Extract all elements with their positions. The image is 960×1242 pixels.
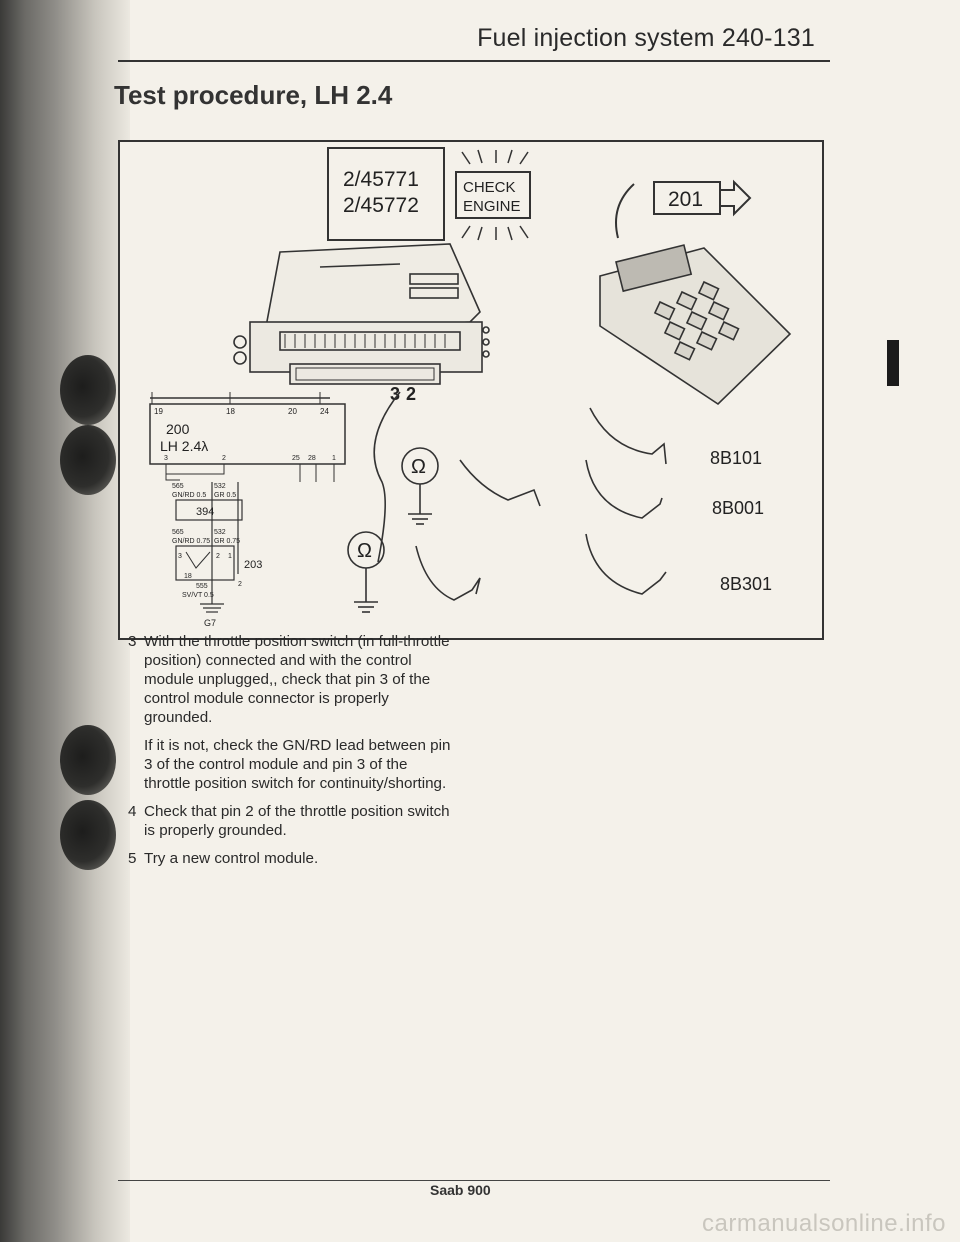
section-title: Test procedure, LH 2.4 bbox=[114, 80, 393, 110]
page-header: Fuel injection system 240-131 bbox=[477, 24, 815, 52]
page-footer: Saab 900 bbox=[430, 1182, 491, 1198]
throttle-pin-2b: 2 bbox=[238, 581, 242, 588]
step-paragraph: If it is not, check the GN/RD lead between pin 3 of the control module and pin 3 of the throttle position switch for continuity/shorting. bbox=[144, 737, 451, 792]
ecu-pin-3: 3 bbox=[164, 455, 168, 462]
section-tab-marker bbox=[887, 340, 899, 386]
step-paragraph: With the throttle position switch (in full-throttle position) connected and with the control module unplugged,, check that pin 3 of the control module connector is properly grounded. bbox=[144, 633, 450, 726]
ecu-pin-24: 24 bbox=[320, 407, 329, 416]
header-rule bbox=[118, 60, 830, 62]
connector-pin-3: 3 bbox=[390, 384, 401, 404]
part-number-box bbox=[328, 148, 444, 240]
step-paragraph: Try a new control module. bbox=[144, 850, 319, 867]
part-number-2: 2/45772 bbox=[343, 194, 419, 217]
step-number: 3 bbox=[128, 633, 137, 650]
wire-555: 555 bbox=[196, 583, 208, 590]
wire-565-a: 565 bbox=[172, 483, 184, 490]
step-number: 4 bbox=[128, 803, 137, 820]
wiring-diagram-figure bbox=[118, 140, 824, 640]
tester-code: 201 bbox=[668, 188, 704, 211]
wire-gr-05: GR 0.5 bbox=[214, 492, 237, 499]
wire-gnrd-05: GN/RD 0.5 bbox=[172, 492, 207, 499]
binder-edge bbox=[0, 0, 130, 1242]
step-3 bbox=[128, 632, 458, 793]
fault-code-1: 8B101 bbox=[710, 448, 763, 468]
ohm-symbol-upper: Ω bbox=[411, 456, 426, 478]
wire-532-b: 532 bbox=[214, 529, 226, 536]
fault-code-2: 8B001 bbox=[712, 498, 765, 518]
component-g7: G7 bbox=[204, 618, 217, 628]
throttle-switch-symbol bbox=[176, 546, 242, 588]
step-number: 5 bbox=[128, 850, 137, 867]
check-engine-line-2: ENGINE bbox=[463, 198, 521, 215]
throttle-pin-2: 2 bbox=[216, 553, 220, 560]
footer-rule bbox=[118, 1180, 830, 1181]
ecu-pin-28: 28 bbox=[308, 455, 316, 462]
ecu-schematic bbox=[150, 392, 345, 482]
procedure-steps bbox=[128, 632, 458, 877]
ecu-pin-2: 2 bbox=[222, 455, 226, 462]
step-4 bbox=[128, 802, 458, 840]
throttle-pin-3: 3 bbox=[178, 553, 182, 560]
ohmmeter-upper bbox=[374, 392, 540, 562]
ohm-symbol-lower: Ω bbox=[357, 540, 372, 562]
throttle-pin-18: 18 bbox=[184, 573, 192, 580]
punch-hole bbox=[60, 355, 116, 425]
punch-hole bbox=[60, 800, 116, 870]
punch-hole bbox=[60, 425, 116, 495]
control-module bbox=[234, 244, 489, 384]
part-number-1: 2/45771 bbox=[343, 168, 419, 191]
wire-gnrd-075: GN/RD 0.75 bbox=[172, 538, 211, 545]
wire-svvt-05: SV/VT 0.5 bbox=[182, 592, 214, 599]
ecu-model: LH 2.4λ bbox=[160, 438, 209, 454]
diagnostic-tester bbox=[600, 245, 790, 404]
component-394: 394 bbox=[196, 506, 215, 518]
ecu-label: 200 bbox=[166, 421, 190, 437]
fault-code-arrows bbox=[586, 408, 666, 594]
step-5 bbox=[128, 849, 458, 868]
wire-565-b: 565 bbox=[172, 529, 184, 536]
connector-pin-2: 2 bbox=[406, 384, 417, 404]
fault-code-3: 8B301 bbox=[720, 574, 773, 594]
check-engine-line-1: CHECK bbox=[463, 179, 516, 196]
wiring-diagram bbox=[120, 142, 822, 638]
component-203: 203 bbox=[244, 559, 263, 571]
wire-gr-075: GR 0.75 bbox=[214, 538, 241, 545]
watermark: carmanualsonline.info bbox=[702, 1210, 946, 1237]
wire-532-a: 532 bbox=[214, 483, 226, 490]
check-engine-lamp bbox=[456, 150, 530, 240]
ecu-pin-20: 20 bbox=[288, 407, 297, 416]
ecu-pin-18: 18 bbox=[226, 407, 235, 416]
ecu-pin-19: 19 bbox=[154, 407, 163, 416]
tester-code-box bbox=[616, 182, 750, 238]
step-paragraph: Check that pin 2 of the throttle position switch is properly grounded. bbox=[144, 803, 450, 839]
ecu-pin-25: 25 bbox=[292, 455, 300, 462]
punch-hole bbox=[60, 725, 116, 795]
throttle-pin-1: 1 bbox=[228, 553, 232, 560]
ecu-pin-1: 1 bbox=[332, 455, 336, 462]
